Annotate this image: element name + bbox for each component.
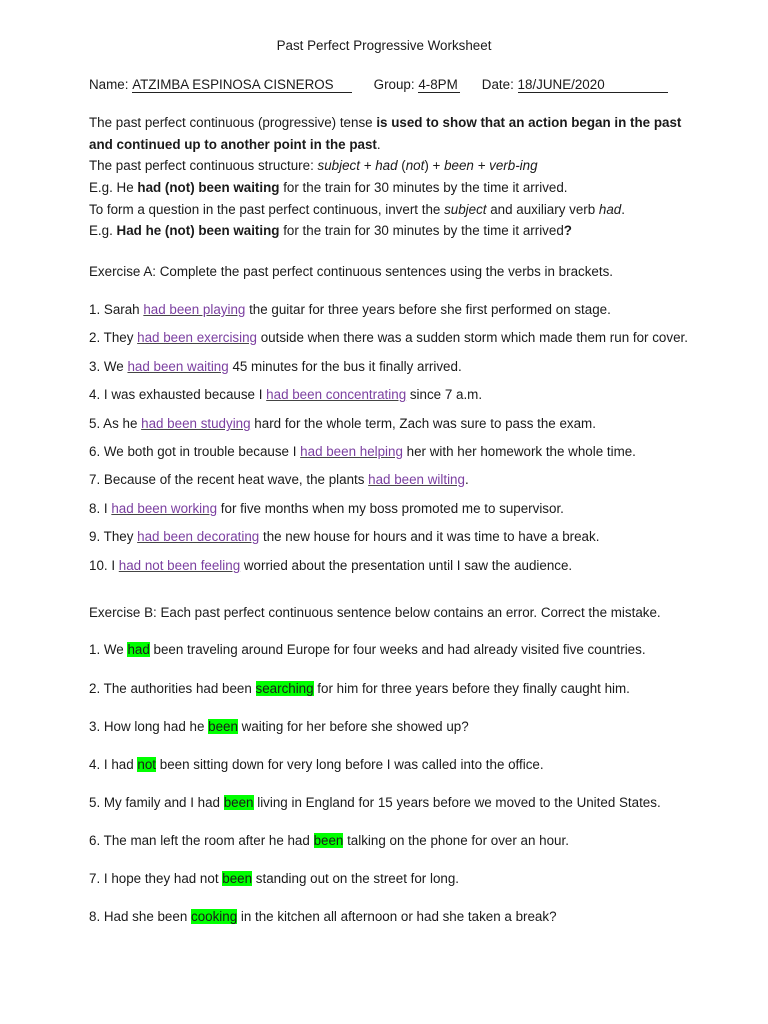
answer-text: had been working	[111, 501, 218, 516]
exercise-a-item: 8. I had been working for five months when my boss promoted me to supervisor.	[89, 501, 564, 516]
highlighted-correction: been	[223, 795, 254, 810]
intro-line-1: The past perfect continuous (progressive) tense is used to show that an action began in the past	[89, 115, 682, 130]
highlighted-correction: been	[208, 719, 238, 734]
date-field: 18/JUNE/2020	[518, 77, 668, 93]
highlighted-correction: not	[137, 757, 157, 772]
exercise-a-item: 9. They had been decorating the new house for hours and it was time to have a break.	[89, 529, 600, 544]
exercise-b-item: 2. The authorities had been searching for him for three years before they finally caught him.	[89, 681, 630, 696]
exercise-a-item: 7. Because of the recent heat wave, the plants had been wilting.	[89, 472, 469, 487]
exercise-a-item: 2. They had been exercising outside when there was a sudden storm which made them run for cover.	[89, 330, 688, 345]
name-field: ATZIMBA ESPINOSA CISNEROS	[132, 77, 352, 93]
exercise-b-item: 5. My family and I had been living in England for 15 years before we moved to the United States.	[89, 795, 661, 810]
header-row	[89, 77, 668, 93]
intro-line-2: and continued up to another point in the past.	[89, 137, 381, 152]
group-field: 4-8PM	[418, 77, 460, 93]
intro-line-4: E.g. He had (not) been waiting for the train for 30 minutes by the time it arrived.	[89, 180, 568, 195]
exercise-b-item: 6. The man left the room after he had been talking on the phone for over an hour.	[89, 833, 569, 848]
exercise-b-item: 8. Had she been cooking in the kitchen all afternoon or had she taken a break?	[89, 909, 557, 924]
exercise-b-item: 3. How long had he been waiting for her before she showed up?	[89, 719, 469, 734]
exercise-a-item: 6. We both got in trouble because I had been helping her with her homework the whole time.	[89, 444, 636, 459]
date-label: Date:	[481, 77, 514, 92]
exercise-b-item: 4. I had not been sitting down for very long before I was called into the office.	[89, 757, 544, 772]
answer-text: had been exercising	[137, 330, 257, 345]
exercise-a-item: 3. We had been waiting 45 minutes for the bus it finally arrived.	[89, 359, 462, 374]
highlighted-correction: had	[127, 642, 150, 657]
answer-text: had been waiting	[127, 359, 229, 374]
intro-line-3: The past perfect continuous structure: subject + had (not) + been + verb-ing	[89, 158, 538, 173]
exercise-b-title: Exercise B: Each past perfect continuous sentence below contains an error. Correct the mistake.	[89, 605, 661, 620]
answer-text: had been wilting	[368, 472, 465, 487]
intro-line-5: To form a question in the past perfect continuous, invert the subject and auxiliary verb had.	[89, 202, 625, 217]
highlighted-correction: searching	[255, 681, 314, 696]
highlighted-correction: been	[313, 833, 344, 848]
answer-text: had been studying	[141, 416, 251, 431]
highlighted-correction: been	[222, 871, 253, 886]
exercise-a-item: 1. Sarah had been playing the guitar for three years before she first performed on stage.	[89, 302, 611, 317]
answer-text: had been concentrating	[266, 387, 407, 402]
group-label: Group:	[373, 77, 415, 92]
exercise-a-item: 10. I had not been feeling worried about the presentation until I saw the audience.	[89, 558, 573, 573]
exercise-a-item: 5. As he had been studying hard for the whole term, Zach was sure to pass the exam.	[89, 416, 596, 431]
answer-text: had been helping	[300, 444, 403, 459]
answer-text: had been playing	[143, 302, 246, 317]
intro-line-6: E.g. Had he (not) been waiting for the train for 30 minutes by the time it arrived?	[89, 223, 572, 238]
exercise-b-item: 7. I hope they had not been standing out on the street for long.	[89, 871, 460, 886]
answer-text: had been decorating	[137, 529, 260, 544]
highlighted-correction: cooking	[191, 909, 238, 924]
answer-text: had not been feeling	[118, 558, 241, 573]
name-label: Name:	[89, 77, 129, 92]
exercise-a-title: Exercise A: Complete the past perfect continuous sentences using the verbs in brackets.	[89, 264, 614, 279]
exercise-b-item: 1. We had been traveling around Europe for four weeks and had already visited five countries.	[89, 642, 646, 657]
exercise-a-item: 4. I was exhausted because I had been concentrating since 7 a.m.	[89, 387, 483, 402]
page-title: Past Perfect Progressive Worksheet	[276, 38, 492, 53]
